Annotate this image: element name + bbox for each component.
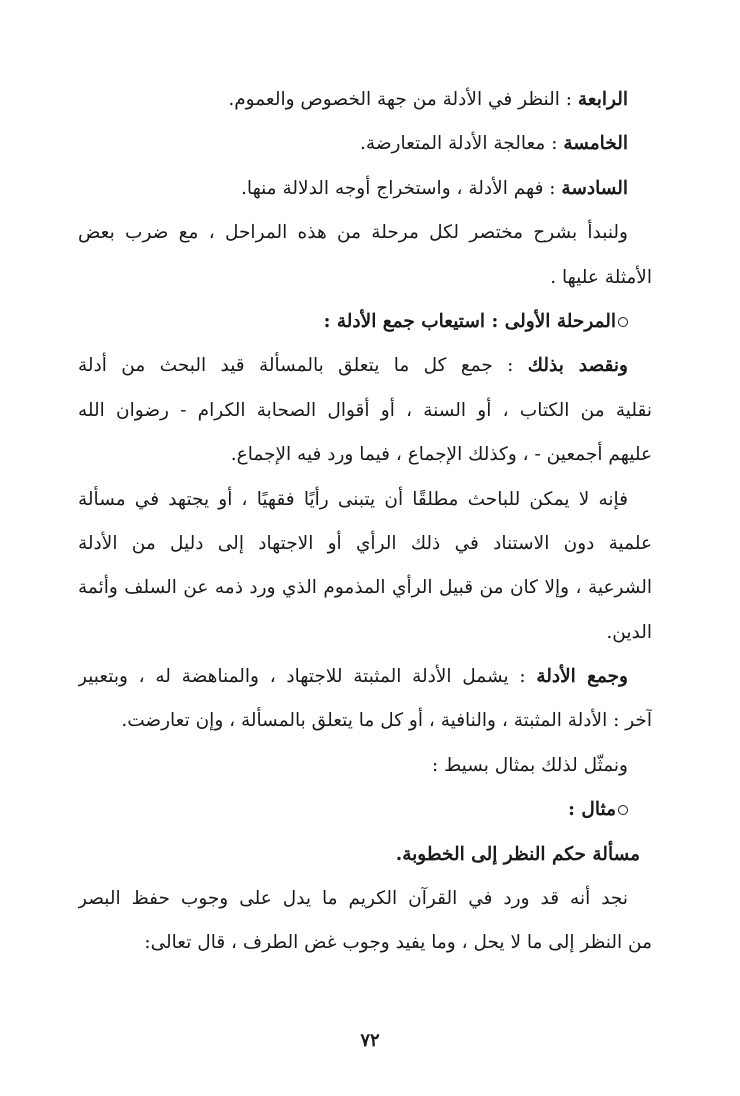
page-number: ٧٢: [360, 1030, 380, 1051]
paragraph-gathering-line1: [78, 655, 652, 699]
paragraph-gathering-line2: آخر : الأدلة المثبتة ، والنافية ، أو كل ما يتعلق بالمسألة ، وإن تعارضت.: [121, 710, 652, 732]
paragraph-reason-line3: الشرعية ، وإلا كان من قبيل الرأي المذموم الذي ورد ذمه عن السلف وأئمة: [78, 577, 652, 599]
paragraph-intro-line2: الأمثلة عليها .: [550, 266, 652, 288]
label-gathering: وجمع الأدلة: [536, 666, 628, 688]
definition-text: : جمع كل ما يتعلق بالمسألة قيد البحث من أدلة: [78, 355, 528, 377]
paragraph-quran-line2: من النظر إلى ما لا يحل ، وما يفيد وجوب غض الطرف ، قال تعالى:: [144, 932, 652, 954]
paragraph-reason-line2: علمية دون الاستناد في ذلك الرأي أو الاجتهاد إلى دليل من الأدلة: [78, 532, 652, 554]
gathering-text: : يشمل الأدلة المثبتة للاجتهاد ، والمناهضة له ، وبتعبير: [78, 666, 526, 688]
label-fourth: الرابعة: [577, 89, 628, 110]
paragraph-reason-line1: فإنه لا يمكن للباحث مطلقًا أن يتبنى رأيًا فقهيًا ، أو يجتهد في مسألة: [78, 488, 628, 510]
circle-bullet-icon: [618, 317, 628, 327]
paragraph-intro-line1: ولنبدأ بشرح مختصر لكل مرحلة من هذه المراحل ، مع ضرب بعض: [78, 222, 628, 244]
label-definition: ونقصد بذلك: [527, 355, 628, 377]
section-heading-issue: مسألة حكم النظر إلى الخطوبة.: [395, 843, 640, 865]
body-text: [78, 78, 652, 966]
paragraph-reason-line4: الدين.: [606, 621, 652, 643]
paragraph-example-intro: ونمثّل لذلك بمثال بسيط :: [431, 754, 628, 776]
text-fourth: : النظر في الأدلة من جهة الخصوص والعموم.: [228, 89, 578, 110]
list-item-sixth: [78, 167, 652, 211]
text-fifth: : معالجة الأدلة المتعارضة.: [360, 133, 564, 155]
paragraph-definition-line1: [78, 344, 652, 388]
label-sixth: السادسة: [561, 177, 628, 199]
text-sixth: : فهم الأدلة ، واستخراج أوجه الدلالة منها.: [241, 177, 562, 199]
heading-text: المرحلة الأولى : استيعاب جمع الأدلة :: [323, 310, 616, 332]
paragraph-definition-line2: نقلية من الكتاب ، أو السنة ، أو أقوال الصحابة الكرام - رضوان الله: [78, 399, 652, 421]
section-heading-stage-one: [78, 300, 652, 344]
list-item-fifth: [78, 122, 652, 166]
section-heading-example: [78, 788, 652, 832]
circle-bullet-icon: [618, 805, 628, 815]
paragraph-definition-line3: عليهم أجمعين - ، وكذلك الإجماع ، فيما ورد فيه الإجماع.: [230, 444, 652, 466]
label-fifth: الخامسة: [563, 133, 628, 155]
example-heading-text: مثال :: [568, 799, 616, 821]
list-item-fourth: [78, 78, 652, 122]
paragraph-quran-line1: نجد أنه قد ورد في القرآن الكريم ما يدل على وجوب حفظ البصر: [78, 888, 628, 910]
